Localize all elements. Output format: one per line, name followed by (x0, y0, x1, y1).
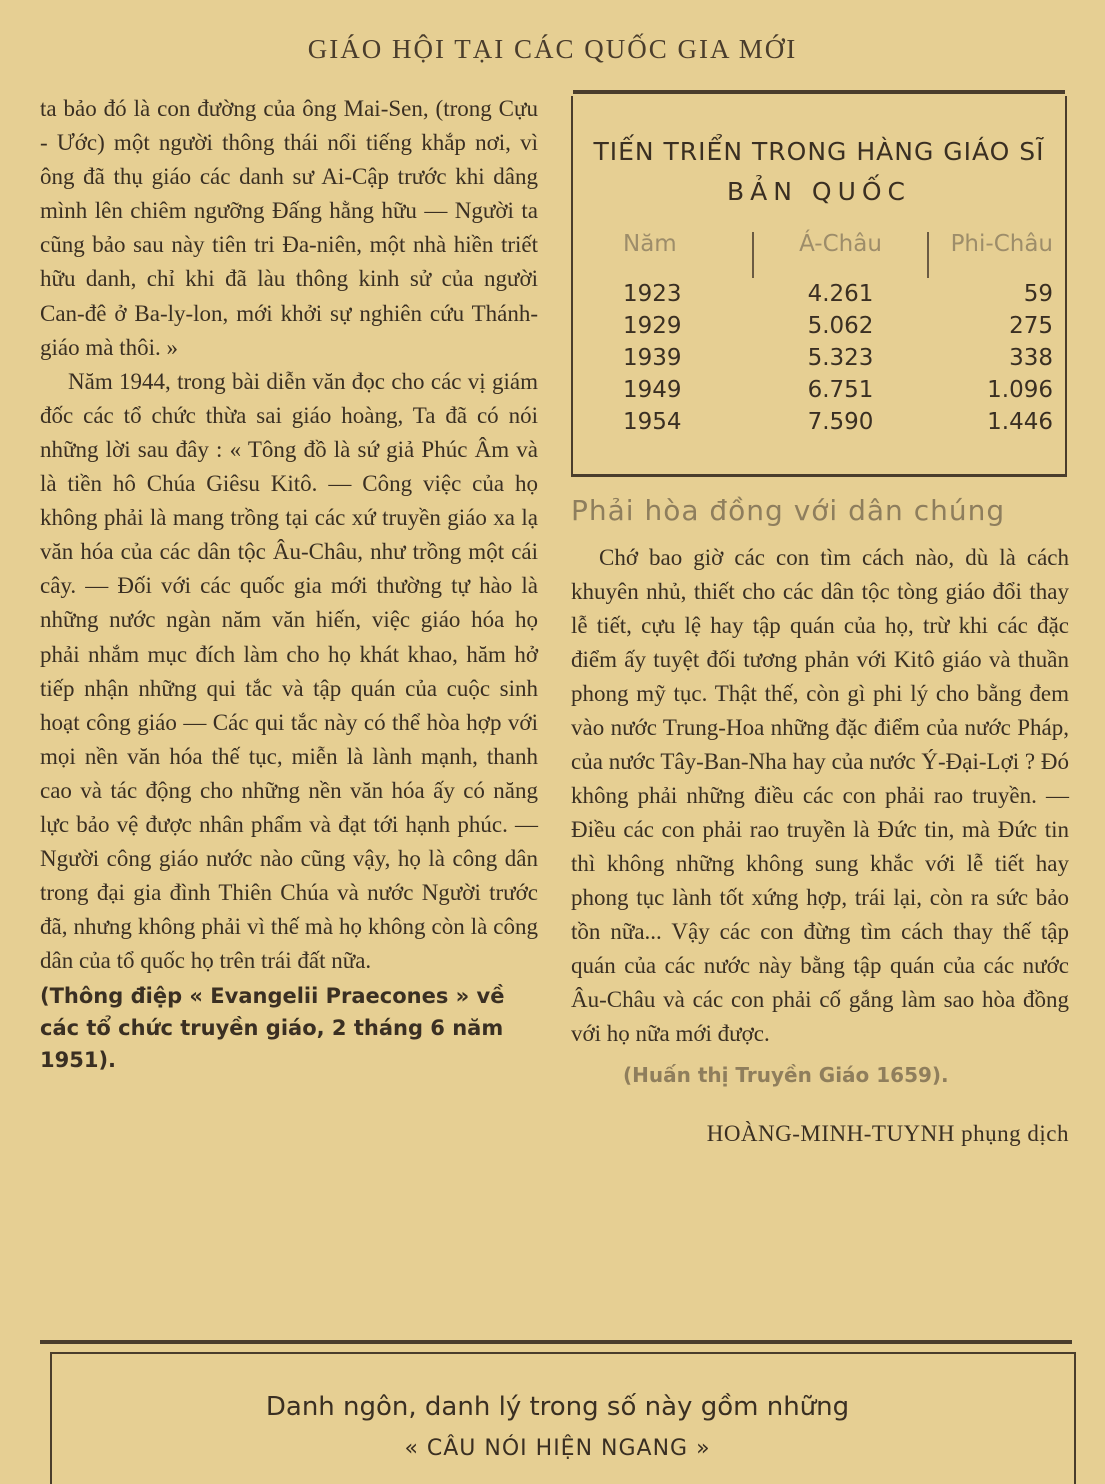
right-column (571, 494, 1069, 1147)
cell-africa: 59 (1023, 281, 1053, 307)
cell-asia: 5.062 (807, 313, 874, 339)
cell-year: 1939 (623, 345, 682, 371)
table-row (603, 342, 1053, 374)
cell-asia: 7.590 (807, 409, 874, 435)
table-row (603, 374, 1053, 406)
stats-title (573, 132, 1065, 212)
right-body-paragraph: Chớ bao giờ các con tìm cách nào, dù là cách khuyên nhủ, thiết cho các dân tộc tòng giáo đổi thay lễ tiết, cựu lệ hay tập quán của họ, trừ khi các đặc điểm ấy tuyệt đối tương phản với Kitô giáo và thuần phong mỹ tục. Thật thế, còn gì phi lý cho bằng đem vào nước Trung-Hoa những đặc điểm của nước Pháp, của nước Tây-Ban-Nha hay của nước Ý-Đại-Lợi ? Đó không phải những điều các con phải rao truyền. — Điều các con phải rao truyền là Đức tin, mà Đức tin thì không những không sung khắc với lễ tiết hay phong tục lành tốt xứng hợp, trái lại, còn ra sức bảo tồn nữa... Vậy các con đừng tìm cách thay thế tập quán của các nước này bằng tập quán của các nước Âu-Châu và các con phải cố gắng làm sao hòa đồng với họ nữa mới được. (571, 545, 1069, 1046)
cell-asia: 6.751 (807, 377, 874, 403)
clergy-stats-box (571, 96, 1067, 477)
cell-year: 1949 (623, 377, 682, 403)
stats-title-line2: BẢN QUỐC (726, 177, 911, 206)
source-citation: (Huấn thị Truyền Giáo 1659). (623, 1063, 949, 1087)
cell-asia: 5.323 (807, 345, 874, 371)
cell-year: 1954 (623, 409, 682, 435)
stats-box-top-rule (573, 90, 1065, 94)
header-asia: Á-Châu (752, 232, 929, 278)
left-paragraph-1: ta bảo đó là con đường của ông Mai-Sen, (trong Cựu - Ước) một người thông thái nổi tiếng khắp nơi, vì ông đã thụ giáo các danh sư Ai-Cập trước khi dâng mình lên chiêm ngưỡng Đấng hằng hữu — Người ta cũng bảo sau này tiên tri Đa-niên, một nhà hiền triết hữu danh, chỉ khi đã làu thông kinh sử của người Can-đê ở Ba-ly-lon, mới khởi sự nghiên cứu Thánh-giáo mà thôi. » (40, 96, 538, 360)
stats-header-row (603, 232, 1053, 278)
cell-africa: 275 (1009, 313, 1053, 339)
footer-line-2: « CÂU NÓI HIỆN NGANG » (404, 1436, 711, 1461)
translator-credit: HOÀNG-MINH-TUYNH phụng dịch (706, 1121, 1069, 1146)
section-heading: Phải hòa đồng với dân chúng (571, 494, 1006, 527)
footer-line-1: Danh ngôn, danh lý trong số này gồm những (265, 1392, 850, 1422)
table-row (603, 278, 1053, 310)
left-paragraph-2: Năm 1944, trong bài diễn văn đọc cho các vị giám đốc các tổ chức thừa sai giáo hoàng, Ta đã có nói những lời sau đây : « Tông đồ là sứ giả Phúc Âm và là tiền hô Chúa Giêsu Kitô. — Công việc của họ không phải là mang trồng tại các xứ truyền giáo xa lạ văn hóa của các dân tộc Âu-Châu, như trồng một cái cây. — Đối với các quốc gia mới thường tự hào là những nước ngàn năm văn hiến, việc giáo hóa họ phải nhắm mục đích làm cho họ khát khao, hăm hở tiếp nhận những qui tắc và tập quán của cuộc sinh hoạt công giáo — Các qui tắc này có thể hòa hợp với mọi nền văn hóa thế tục, miễn là lành mạnh, thanh cao và tác động cho những nền văn hóa ấy có năng lực bảo vệ được nhân phẩm và đạt tới hạnh phúc. — Người công giáo nước nào cũng vậy, họ là công dân trong đại gia đình Thiên Chúa và nước Người trước đã, nhưng không phải vì thế mà họ không còn là công dân của tổ quốc họ trên trái đất nữa. (40, 368, 538, 974)
header-africa: Phi-Châu (950, 231, 1054, 257)
left-column (40, 92, 538, 1076)
footer-divider (40, 1340, 1072, 1344)
table-row (603, 310, 1053, 342)
cell-africa: 1.096 (987, 377, 1053, 403)
stats-title-line1: TIẾN TRIỂN TRONG HÀNG GIÁO SĨ (593, 137, 1045, 166)
cell-year: 1923 (623, 281, 682, 307)
cell-year: 1929 (623, 313, 682, 339)
running-head: GIÁO HỘI TẠI CÁC QUỐC GIA MỚI (307, 34, 798, 64)
cell-africa: 1.446 (987, 409, 1053, 435)
cell-africa: 338 (1009, 345, 1053, 371)
encyclical-citation: (Thông điệp « Evangelii Praecones » về các tổ chức truyền giáo, 2 tháng 6 năm 1951). (40, 984, 505, 1073)
table-row (603, 406, 1053, 438)
stats-table (603, 232, 1053, 438)
cell-asia: 4.261 (807, 281, 874, 307)
header-year: Năm (623, 231, 677, 257)
